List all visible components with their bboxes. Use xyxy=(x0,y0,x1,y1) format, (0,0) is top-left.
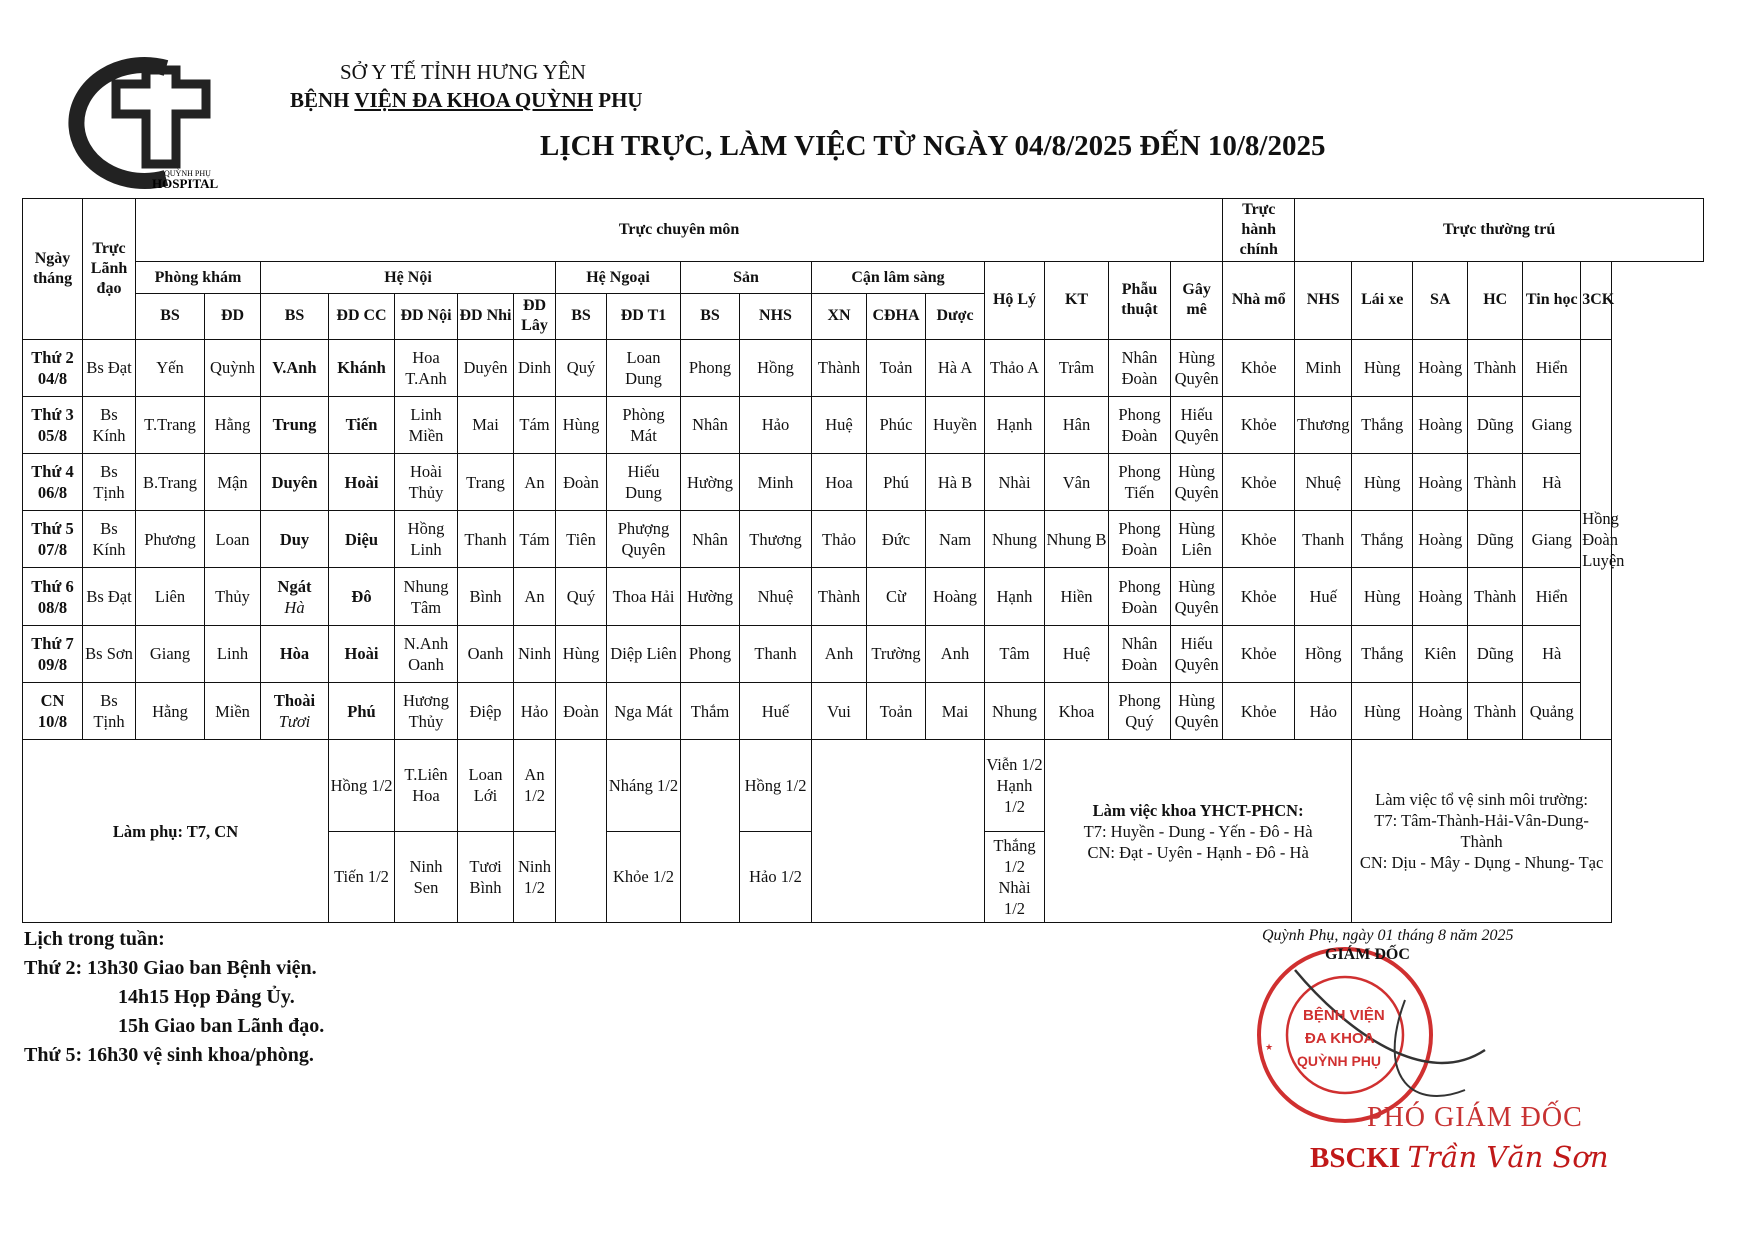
cell: Hiếu Quyên xyxy=(1171,396,1223,453)
cell: Thắng xyxy=(1352,396,1413,453)
header-ho-ly: Hộ Lý xyxy=(985,262,1045,339)
header-3ck: 3CK xyxy=(1581,262,1612,339)
cell: Nhung xyxy=(985,511,1045,568)
cell: Hoàng xyxy=(1413,511,1468,568)
cell: Tám xyxy=(514,511,556,568)
cell: Phượng Quyên xyxy=(607,511,681,568)
col-header: BS xyxy=(136,294,205,339)
weekly-notes: Lịch trong tuần: Thứ 2: 13h30 Giao ban Bệnh viện. 14h15 Họp Đảng Ủy. 15h Giao ban Lãnh đạo. Thứ 5: 16h30 vệ sinh khoa/phòng. xyxy=(24,928,325,1066)
cell: Thành xyxy=(812,339,867,396)
cell: N.Anh Oanh xyxy=(395,625,458,682)
cell: Hân xyxy=(1045,396,1109,453)
col-header: ĐD Nội xyxy=(395,294,458,339)
cell: Mận xyxy=(205,454,261,511)
col-header: NHS xyxy=(740,294,812,339)
day-cell: Thứ 5 07/8 xyxy=(23,511,83,568)
cell: Anh xyxy=(812,625,867,682)
cell: Duy xyxy=(261,511,329,568)
cell: Loan Lới xyxy=(458,740,514,831)
cell: Thành xyxy=(1468,454,1523,511)
cell: T.Trang xyxy=(136,396,205,453)
cell: Mai xyxy=(458,396,514,453)
cell: Thương xyxy=(740,511,812,568)
cell: Miền xyxy=(205,682,261,739)
cell: Phương xyxy=(136,511,205,568)
table-row xyxy=(23,339,1704,396)
cell xyxy=(556,740,607,831)
hospital-name: BỆNH VIỆN ĐA KHOA QUỲNH PHỤ xyxy=(290,88,643,112)
cell: Phong Đoàn xyxy=(1109,396,1171,453)
cell: Phong Tiến xyxy=(1109,454,1171,511)
hospital-logo xyxy=(46,58,256,191)
ck3-cell: Hồng Đoàn Luyện xyxy=(1581,339,1612,740)
header-tin-hoc: Tin học xyxy=(1523,262,1581,339)
col-header: BS xyxy=(556,294,607,339)
cell: Thảo xyxy=(812,511,867,568)
cell: Hùng Quyên xyxy=(1171,454,1223,511)
cell xyxy=(556,831,607,922)
header-admin: Trực hành chính xyxy=(1223,199,1295,262)
cell: Khỏe 1/2 xyxy=(607,831,681,922)
cell: Thủy xyxy=(205,568,261,625)
cell: Trung xyxy=(261,396,329,453)
table-row xyxy=(23,454,1704,511)
cell: Giang xyxy=(1523,396,1581,453)
col-header: ĐD xyxy=(205,294,261,339)
cell: Phú xyxy=(867,454,926,511)
col-header: ĐD Nhi xyxy=(458,294,514,339)
department-name: SỞ Y TẾ TỈNH HƯNG YÊN xyxy=(340,60,586,84)
cell: Tám xyxy=(514,396,556,453)
cell: Hảo xyxy=(740,396,812,453)
cell: Hiền xyxy=(1045,568,1109,625)
cell: Linh xyxy=(205,625,261,682)
cell: Giang xyxy=(136,625,205,682)
cell: Nga Mát xyxy=(607,682,681,739)
svg-text:ĐA KHOA: ĐA KHOA xyxy=(1305,1030,1375,1047)
cell: Hồng Linh xyxy=(395,511,458,568)
cell: Khỏe xyxy=(1223,568,1295,625)
cell: Duyên xyxy=(261,454,329,511)
cell: Nhài xyxy=(985,454,1045,511)
cell: Nhân Đoàn xyxy=(1109,339,1171,396)
cell: Kiên xyxy=(1413,625,1468,682)
cell: Hiếu Dung xyxy=(607,454,681,511)
cell: Hồng xyxy=(1295,625,1352,682)
cell: Hoàng xyxy=(926,568,985,625)
cell: Loan xyxy=(205,511,261,568)
header-nha-mo: Nhà mổ xyxy=(1223,262,1295,339)
cell: Hiển xyxy=(1523,339,1581,396)
header-day: Ngày tháng xyxy=(23,199,83,340)
header-kt: KT xyxy=(1045,262,1109,339)
header-gay-me: Gây mê xyxy=(1171,262,1223,339)
cell xyxy=(812,740,985,923)
cell: Phòng Mát xyxy=(607,396,681,453)
cell: Khỏe xyxy=(1223,682,1295,739)
logo-text: HOSPITAL xyxy=(152,176,219,191)
day-cell: Thứ 4 06/8 xyxy=(23,454,83,511)
cell: Hùng xyxy=(556,396,607,453)
cell: Quý xyxy=(556,568,607,625)
cell: Bình xyxy=(458,568,514,625)
cell: Tiến 1/2 xyxy=(329,831,395,922)
cell: Hùng Quyên xyxy=(1171,682,1223,739)
day-cell: Thứ 7 09/8 xyxy=(23,625,83,682)
cell: Hùng Quyên xyxy=(1171,339,1223,396)
cell: Hường xyxy=(681,454,740,511)
cell: Hương Thủy xyxy=(395,682,458,739)
header-he-noi: Hệ Nội xyxy=(261,262,556,294)
cell: Duyên xyxy=(458,339,514,396)
cell: Hảo 1/2 xyxy=(740,831,812,922)
cell: An xyxy=(514,568,556,625)
cell: Phúc xyxy=(867,396,926,453)
header-can-lam-sang: Cận lâm sàng xyxy=(812,262,985,294)
cell: Bs Đạt xyxy=(83,568,136,625)
cell: Phong xyxy=(681,625,740,682)
header-phau-thuat: Phẫu thuật xyxy=(1109,262,1171,339)
day-cell: CN 10/8 xyxy=(23,682,83,739)
cell: Nhung xyxy=(985,682,1045,739)
cell: Hùng xyxy=(1352,682,1413,739)
cell: Bs Sơn xyxy=(83,625,136,682)
cell: Phú xyxy=(329,682,395,739)
cell: Nhuệ xyxy=(740,568,812,625)
cell: Tâm xyxy=(985,625,1045,682)
col-header: CĐHA xyxy=(867,294,926,339)
cell: Nhân xyxy=(681,396,740,453)
cell: Thảo A xyxy=(985,339,1045,396)
sign-title: GIÁM ĐỐC xyxy=(1325,946,1410,963)
cell: An 1/2 xyxy=(514,740,556,831)
cell: T.Liên Hoa xyxy=(395,740,458,831)
cell: V.Anh xyxy=(261,339,329,396)
sanitation-block: Làm việc tổ vệ sinh môi trường: T7: Tâm-Thành-Hải-Vân-Dung-Thành CN: Dịu - Mây - Dụng - Nhung- Tạc xyxy=(1352,740,1612,923)
cell: Hùng Quyên xyxy=(1171,568,1223,625)
cell: Thanh xyxy=(458,511,514,568)
cell: Hằng xyxy=(205,396,261,453)
cell: B.Trang xyxy=(136,454,205,511)
cell: Thoài Tươi xyxy=(261,682,329,739)
cell: Đô xyxy=(329,568,395,625)
cell: Hạnh xyxy=(985,568,1045,625)
cell: Hùng Liên xyxy=(1171,511,1223,568)
col-header: ĐD Lây xyxy=(514,294,556,339)
cell: Vui xyxy=(812,682,867,739)
cell: Thắng xyxy=(1352,511,1413,568)
cell: Hùng xyxy=(1352,339,1413,396)
cell: Hà A xyxy=(926,339,985,396)
col-header: ĐD T1 xyxy=(607,294,681,339)
cell: Huệ xyxy=(1045,625,1109,682)
cell: Yến xyxy=(136,339,205,396)
cell: Hà xyxy=(1523,625,1581,682)
svg-text:QUỲNH PHỤ: QUỲNH PHỤ xyxy=(1297,1053,1382,1069)
cell: Hoàng xyxy=(1413,396,1468,453)
extra-row-top xyxy=(23,740,1704,831)
cell: Dũng xyxy=(1468,511,1523,568)
cell: Hoài xyxy=(329,625,395,682)
cell: Thắm xyxy=(681,682,740,739)
cell: Thoa Hải xyxy=(607,568,681,625)
cell: Trường xyxy=(867,625,926,682)
cell: Đức xyxy=(867,511,926,568)
header-leader: Trực Lãnh đạo xyxy=(83,199,136,340)
cell: Mai xyxy=(926,682,985,739)
cell: Hoàng xyxy=(1413,568,1468,625)
cell: Toản xyxy=(867,339,926,396)
cell: Tiên xyxy=(556,511,607,568)
cell: Nhân Đoàn xyxy=(1109,625,1171,682)
cell: Nháng 1/2 xyxy=(607,740,681,831)
signer-name: BSCKI Trần Văn Sơn xyxy=(1310,1140,1609,1174)
cell: An xyxy=(514,454,556,511)
cell: Hoàng xyxy=(1413,339,1468,396)
cell: Khỏe xyxy=(1223,454,1295,511)
cell: Thắng 1/2 Nhài 1/2 xyxy=(985,831,1045,922)
cell: Viễn 1/2 Hạnh 1/2 xyxy=(985,740,1045,831)
cell: Thành xyxy=(1468,682,1523,739)
header-sa: SA xyxy=(1413,262,1468,339)
cell: Cừ xyxy=(867,568,926,625)
cell: Hảo xyxy=(1295,682,1352,739)
col-header: BS xyxy=(261,294,329,339)
cell: Ninh 1/2 xyxy=(514,831,556,922)
cell: Hằng xyxy=(136,682,205,739)
cell: Hoàng xyxy=(1413,454,1468,511)
cell: Giang xyxy=(1523,511,1581,568)
cell: Diệu xyxy=(329,511,395,568)
cell: Khỏe xyxy=(1223,511,1295,568)
cell: Hiển xyxy=(1523,568,1581,625)
cell: Phong Đoàn xyxy=(1109,511,1171,568)
col-header: XN xyxy=(812,294,867,339)
extra-label: Làm phụ: T7, CN xyxy=(23,740,329,923)
sign-date: Quỳnh Phụ, ngày 01 tháng 8 năm 2025 xyxy=(1262,927,1514,944)
cell: Huế xyxy=(1295,568,1352,625)
cell: Thành xyxy=(812,568,867,625)
svg-text:BỆNH VIỆN: BỆNH VIỆN xyxy=(1303,1007,1385,1024)
cell: Trang xyxy=(458,454,514,511)
cell: Nam xyxy=(926,511,985,568)
cell: Điệp xyxy=(458,682,514,739)
cell: Nhân xyxy=(681,511,740,568)
cell xyxy=(681,740,740,831)
cell: Bs Kính xyxy=(83,396,136,453)
cell: Phong Quý xyxy=(1109,682,1171,739)
header-hc: HC xyxy=(1468,262,1523,339)
cell: Thanh xyxy=(1295,511,1352,568)
cell: Hiếu Quyên xyxy=(1171,625,1223,682)
cell: Minh xyxy=(740,454,812,511)
col-header: BS xyxy=(681,294,740,339)
table-row xyxy=(23,625,1704,682)
cell: Hoa T.Anh xyxy=(395,339,458,396)
col-header: ĐD CC xyxy=(329,294,395,339)
cell: Dũng xyxy=(1468,625,1523,682)
cell: Hà xyxy=(1523,454,1581,511)
cell: Khỏe xyxy=(1223,625,1295,682)
cell: Tiến xyxy=(329,396,395,453)
cell: Oanh xyxy=(458,625,514,682)
cell: Huế xyxy=(740,682,812,739)
deputy-title: PHÓ GIÁM ĐỐC xyxy=(1367,1102,1583,1133)
logo-top-text: QUỲNH PHỤ xyxy=(164,169,211,178)
cell: Ninh Sen xyxy=(395,831,458,922)
cell: Nhung Tâm xyxy=(395,568,458,625)
cell: Minh xyxy=(1295,339,1352,396)
cell: Quỳnh xyxy=(205,339,261,396)
cell: Hùng xyxy=(556,625,607,682)
cell: Hoàng xyxy=(1413,682,1468,739)
cell: Hòa xyxy=(261,625,329,682)
cell: Nhung B xyxy=(1045,511,1109,568)
cell: Hoài xyxy=(329,454,395,511)
cell: Phong xyxy=(681,339,740,396)
header-lai-xe: Lái xe xyxy=(1352,262,1413,339)
cell: Đoàn xyxy=(556,682,607,739)
header-specialty: Trực chuyên môn xyxy=(136,199,1223,262)
cell: Thành xyxy=(1468,568,1523,625)
cell: Ninh xyxy=(514,625,556,682)
cell: Khoa xyxy=(1045,682,1109,739)
cell: Thắng xyxy=(1352,625,1413,682)
cell: Tươi Bình xyxy=(458,831,514,922)
table-row xyxy=(23,568,1704,625)
cell: Anh xyxy=(926,625,985,682)
header-phong-kham: Phòng khám xyxy=(136,262,261,294)
cell: Phong Đoàn xyxy=(1109,568,1171,625)
cell: Thành xyxy=(1468,339,1523,396)
cell: Hạnh xyxy=(985,396,1045,453)
col-header: Dược xyxy=(926,294,985,339)
cell: Bs Tịnh xyxy=(83,454,136,511)
cell: Hùng xyxy=(1352,454,1413,511)
cell: Khỏe xyxy=(1223,396,1295,453)
cell: Khánh xyxy=(329,339,395,396)
cell: Liên xyxy=(136,568,205,625)
cell: Dũng xyxy=(1468,396,1523,453)
cell: Bs Kính xyxy=(83,511,136,568)
cell: Quảng xyxy=(1523,682,1581,739)
cell: Hồng xyxy=(740,339,812,396)
cell: Khỏe xyxy=(1223,339,1295,396)
table-row xyxy=(23,396,1704,453)
cell: Vân xyxy=(1045,454,1109,511)
header-san: Sản xyxy=(681,262,812,294)
cell: Hoa xyxy=(812,454,867,511)
day-cell: Thứ 6 08/8 xyxy=(23,568,83,625)
table-row xyxy=(23,682,1704,739)
svg-text:★: ★ xyxy=(1265,1042,1274,1052)
cell: Thanh xyxy=(740,625,812,682)
cell: Hùng xyxy=(1352,568,1413,625)
day-cell: Thứ 3 05/8 xyxy=(23,396,83,453)
cell xyxy=(681,831,740,922)
cell: Diệp Liên xyxy=(607,625,681,682)
cell: Huệ xyxy=(812,396,867,453)
cell: Toản xyxy=(867,682,926,739)
header-he-ngoai: Hệ Ngoại xyxy=(556,262,681,294)
table-row xyxy=(23,511,1704,568)
yhct-block: Làm việc khoa YHCT-PHCN: T7: Huyền - Dung - Yến - Đô - Hà CN: Đạt - Uyên - Hạnh - Đô - Hà xyxy=(1045,740,1352,923)
cell: Nhuệ xyxy=(1295,454,1352,511)
cell: Hà B xyxy=(926,454,985,511)
day-cell: Thứ 2 04/8 xyxy=(23,339,83,396)
cell: Đoàn xyxy=(556,454,607,511)
cell: Hồng 1/2 xyxy=(329,740,395,831)
cell: Quý xyxy=(556,339,607,396)
cell: Thương xyxy=(1295,396,1352,453)
header-resident: Trực thường trú xyxy=(1295,199,1704,262)
cell: Dinh xyxy=(514,339,556,396)
cell: Bs Đạt xyxy=(83,339,136,396)
page-title: LỊCH TRỰC, LÀM VIỆC TỪ NGÀY 04/8/2025 ĐẾN 10/8/2025 xyxy=(540,130,1326,162)
cell: Loan Dung xyxy=(607,339,681,396)
cell: Hoài Thủy xyxy=(395,454,458,511)
header-nhs-tt: NHS xyxy=(1295,262,1352,339)
cell: Hồng 1/2 xyxy=(740,740,812,831)
cell: Linh Miền xyxy=(395,396,458,453)
cell: Huyền xyxy=(926,396,985,453)
cell: Trâm xyxy=(1045,339,1109,396)
duty-schedule-table xyxy=(22,198,1704,923)
cell: Ngát Hà xyxy=(261,568,329,625)
cell: Hảo xyxy=(514,682,556,739)
cell: Hường xyxy=(681,568,740,625)
cell: Bs Tịnh xyxy=(83,682,136,739)
